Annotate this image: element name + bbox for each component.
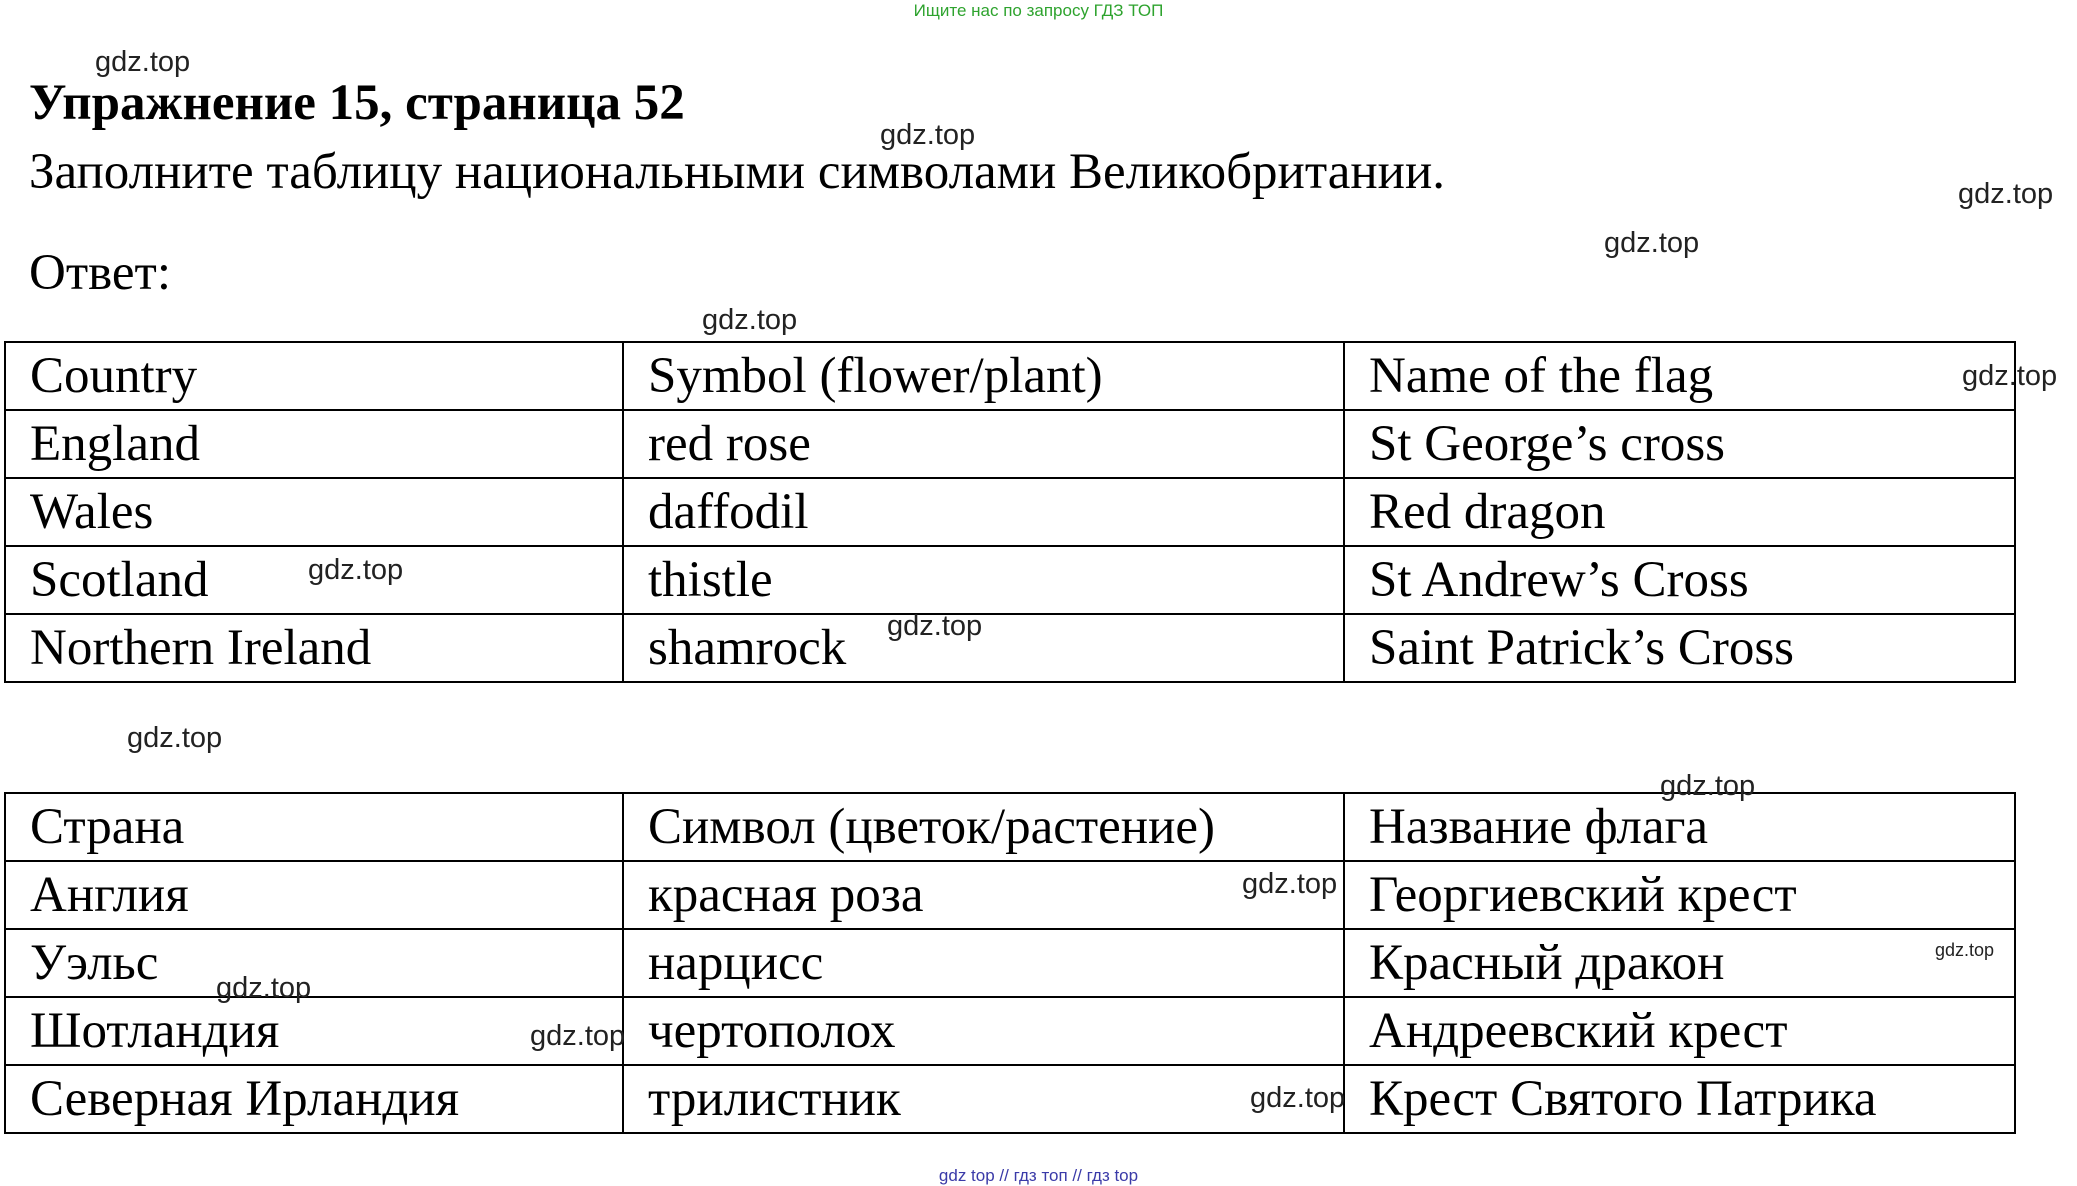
- watermark: gdz.top: [887, 610, 983, 642]
- symbol-cell: нарцисс: [623, 929, 1344, 997]
- watermark: gdz.top: [1962, 360, 2058, 392]
- table-header-row: [5, 342, 2015, 410]
- symbols-table-russian: [4, 792, 2016, 1134]
- symbol-cell: трилистник: [623, 1065, 1344, 1133]
- flag-cell: St George’s cross: [1344, 410, 2015, 478]
- header-flag: Название флага: [1344, 793, 2015, 861]
- watermark: gdz.top: [95, 46, 191, 78]
- country-cell: Северная Ирландия: [5, 1065, 623, 1133]
- header-symbol: Символ (цветок/растение): [623, 793, 1344, 861]
- flag-cell: Red dragon: [1344, 478, 2015, 546]
- country-cell: Wales: [5, 478, 623, 546]
- top-banner: Ищите нас по запросу ГДЗ ТОП: [913, 1, 1164, 20]
- watermark: gdz.top: [1604, 227, 1700, 259]
- country-cell: Англия: [5, 861, 623, 929]
- country-cell: Уэльс: [5, 929, 623, 997]
- table-row: [5, 997, 2015, 1065]
- watermark: gdz.top: [216, 972, 312, 1004]
- watermark: gdz.top: [1958, 178, 2054, 210]
- table-row: [5, 1065, 2015, 1133]
- symbol-cell: daffodil: [623, 478, 1344, 546]
- symbol-cell: thistle: [623, 546, 1344, 614]
- symbol-cell: красная роза: [623, 861, 1344, 929]
- answer-label: Ответ:: [29, 245, 171, 301]
- watermark: gdz.top: [530, 1020, 626, 1052]
- country-cell: Scotland: [5, 546, 623, 614]
- country-cell: England: [5, 410, 623, 478]
- table-row: [5, 614, 2015, 682]
- flag-cell: Андреевский крест: [1344, 997, 2015, 1065]
- country-cell: Шотландия: [5, 997, 623, 1065]
- watermark: gdz.top: [1250, 1082, 1346, 1114]
- flag-cell: Saint Patrick’s Cross: [1344, 614, 2015, 682]
- watermark: gdz.top: [702, 304, 798, 336]
- table-row: [5, 546, 2015, 614]
- header-country: Страна: [5, 793, 623, 861]
- table-row: [5, 410, 2015, 478]
- header-flag: Name of the flag: [1344, 342, 2015, 410]
- flag-cell: Красный дракон: [1344, 929, 2015, 997]
- task-text: Заполните таблицу национальными символами Великобритании.: [29, 144, 1445, 200]
- symbols-table-english: [4, 341, 2016, 683]
- watermark: gdz.top: [880, 119, 976, 151]
- header-country: Country: [5, 342, 623, 410]
- symbol-cell: shamrock: [623, 614, 1344, 682]
- footer-watermark: gdz top // гдз топ // гдз top: [938, 1166, 1139, 1185]
- watermark: gdz.top: [1660, 770, 1756, 802]
- table-row: [5, 478, 2015, 546]
- flag-cell: Крест Святого Патрика: [1344, 1065, 2015, 1133]
- table-header-row: [5, 793, 2015, 861]
- symbol-cell: чертополох: [623, 997, 1344, 1065]
- watermark: gdz.top: [308, 554, 404, 586]
- page-title: Упражнение 15, страница 52: [29, 75, 685, 131]
- flag-cell: St Andrew’s Cross: [1344, 546, 2015, 614]
- watermark: gdz.top: [127, 722, 223, 754]
- header-symbol: Symbol (flower/plant): [623, 342, 1344, 410]
- table-row: [5, 861, 2015, 929]
- watermark: gdz.top: [1935, 940, 1995, 960]
- flag-cell: Георгиевский крест: [1344, 861, 2015, 929]
- country-cell: Northern Ireland: [5, 614, 623, 682]
- symbol-cell: red rose: [623, 410, 1344, 478]
- watermark: gdz.top: [1242, 868, 1338, 900]
